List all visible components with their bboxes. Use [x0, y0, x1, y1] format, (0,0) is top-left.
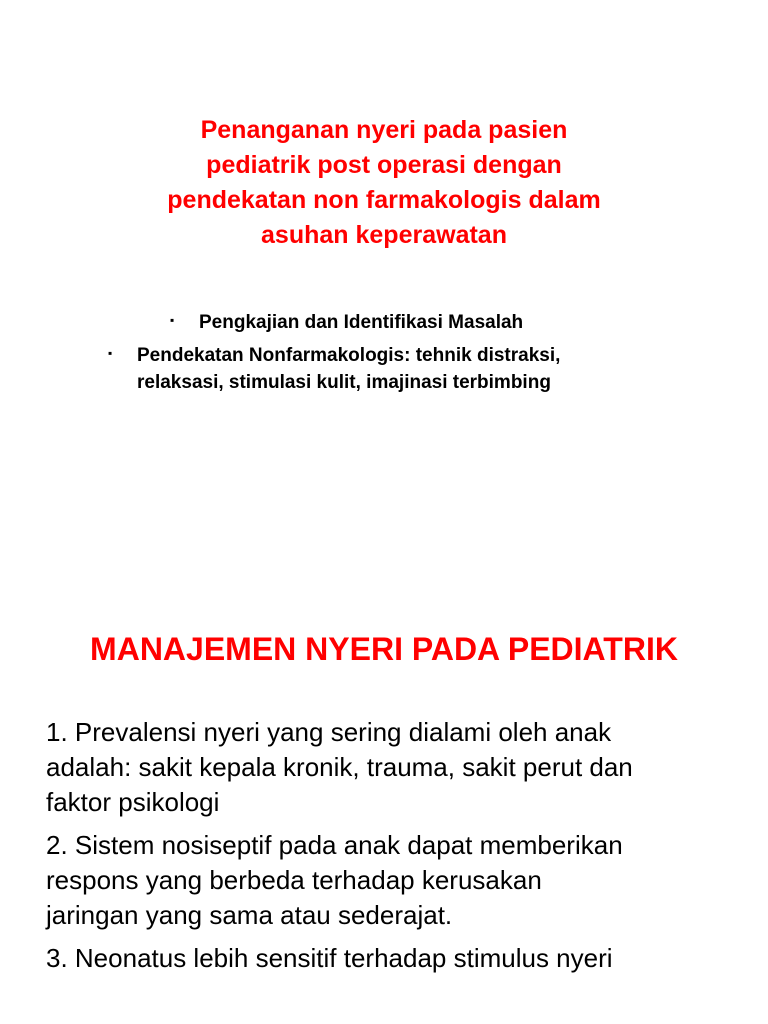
- point-item: [46, 941, 746, 976]
- point-line: 2. Sistem nosiseptif pada anak dapat memberikan: [46, 830, 623, 860]
- point-item: [46, 828, 746, 933]
- square-bullet-icon: ▪: [170, 313, 175, 327]
- bullet-text: relaksasi, stimulasi kulit, imajinasi terbimbing: [137, 372, 551, 393]
- square-bullet-icon: ▪: [108, 346, 113, 360]
- title-line: pediatrik post operasi dengan: [206, 151, 562, 179]
- point-line: adalah: sakit kepala kronik, trauma, sakit perut dan: [46, 752, 633, 782]
- point-line: respons yang berbeda terhadap kerusakan: [46, 865, 542, 895]
- title-line: Penanganan nyeri pada pasien: [200, 116, 568, 144]
- bullet-item: [100, 309, 720, 336]
- point-line: 3. Neonatus lebih sensitif terhadap stimulus nyeri: [46, 943, 613, 973]
- slide-1-title: [84, 113, 684, 253]
- bullet-item: [100, 342, 720, 396]
- point-item: [46, 715, 746, 820]
- bullet-list: [100, 309, 720, 402]
- point-line: faktor psikologi: [46, 787, 220, 817]
- title-line: asuhan keperawatan: [261, 221, 507, 249]
- point-line: jaringan yang sama atau sederajat.: [46, 900, 453, 930]
- numbered-points: [46, 715, 746, 984]
- bullet-text: Pendekatan Nonfarmakologis: tehnik distraksi,: [137, 345, 561, 366]
- title-line: pendekatan non farmakologis dalam: [167, 186, 601, 214]
- point-line: 1. Prevalensi nyeri yang sering dialami oleh anak: [46, 717, 612, 747]
- slide-2-title: MANAJEMEN NYERI PADA PEDIATRIK: [90, 631, 678, 667]
- bullet-text: Pengkajian dan Identifikasi Masalah: [199, 312, 524, 333]
